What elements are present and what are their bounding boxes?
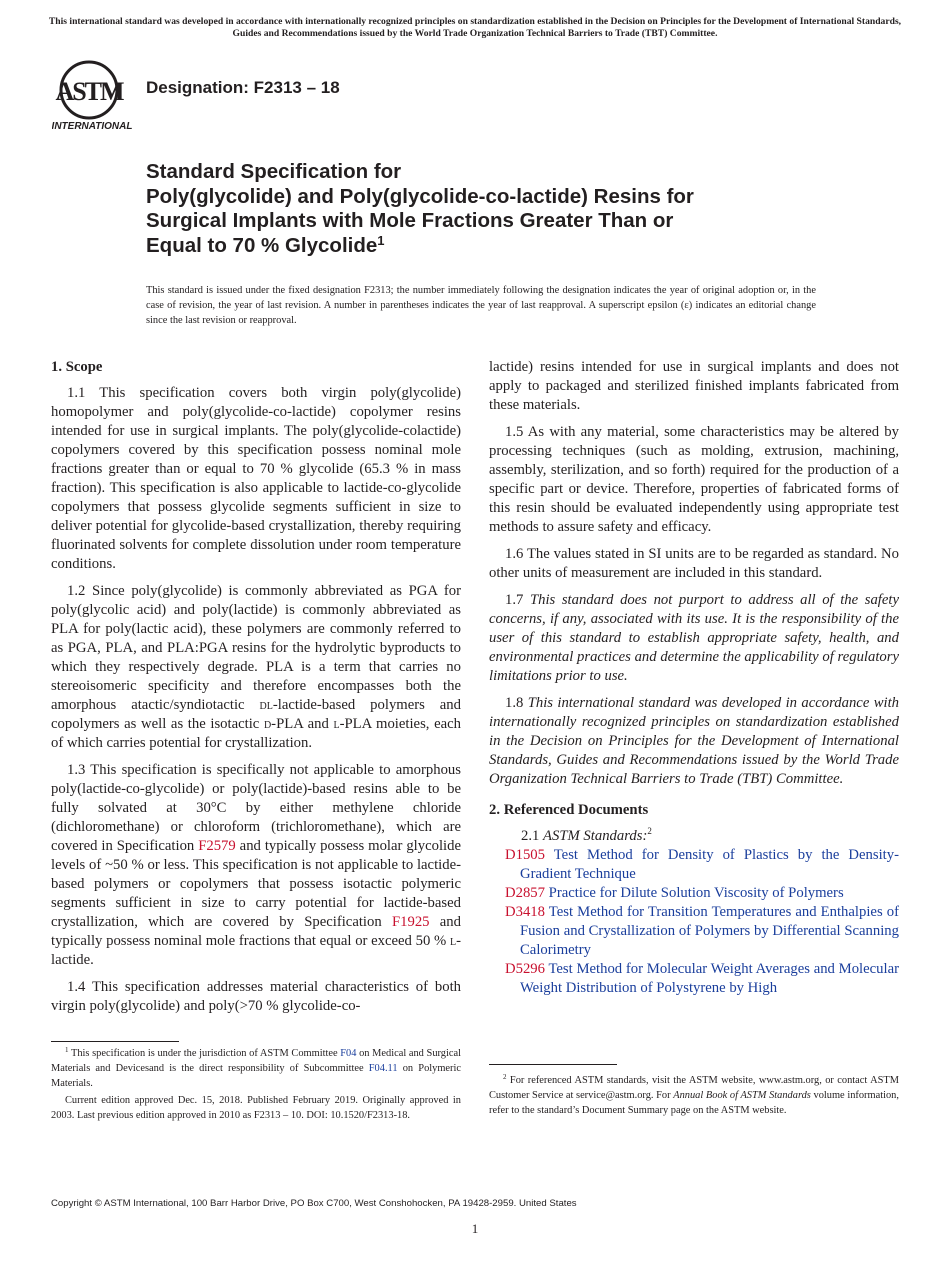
link-f04-11[interactable]: F04.11 <box>368 1063 398 1075</box>
ref-item[interactable]: D3418 Test Method for Transition Temperatures and Enthalpies of Fusion and Crystallization of Polymers by Differential Scanning Calorimetry <box>505 904 899 958</box>
para-1-5: 1.5 As with any material, some characteristics may be altered by processing techniques (such as molding, extrusion, machining, assembly, sterilization, and so forth) required for the production of a specific part or device. Therefore, properties of fabricated forms of this resin should be evaluated independently using appropriate test methods to assure safety and efficacy. <box>489 424 899 535</box>
para-1-3: 1.3 This specification is specifically not applicable to amorphous poly(lactide-co-glycolide) or poly(lactide)-based resins able to be fully solvated at 30°C by either methylene chloride (dichloromethane) or chloroform (trichloromethane), which are covered in Specification F2579 and typically possess molar glycolide levels of ~50 % or less. This specification is not applicable to lactide-based polymers or copolymers that possess isotactic polymeric segments sufficient in size to carry potential for lactide-based crystallization, which are covered by Specification F1925 and typically possess nominal mole fractions that equal or exceed 50 % l-lactide. <box>51 762 461 968</box>
para-1-4-cont: lactide) resins intended for use in surgical implants and does not apply to packaged and sterilized finished implants fabricated from these materials. <box>489 359 899 413</box>
section-1-heading: 1. Scope <box>51 359 103 375</box>
notice-banner: This international standard was developed in accordance with internationally recognized principles on standardization established in the Decision on Principles for the Development of International Standards, Guides and Recommendations issued by the World Trade Organization Technical Barriers to Trade (TBT) Committee. <box>48 16 902 39</box>
ref-item[interactable]: D1505 Test Method for Density of Plastics by the Density-Gradient Technique <box>505 847 899 882</box>
right-column <box>489 358 899 998</box>
para-1-8: 1.8 This international standard was developed in accordance with internationally recognized principles on standardization established in the Decision on Principles for the Development of International Standards, Guides and Recommendations issued by the World Trade Organization Technical Barriers to Trade (TBT) Committee. <box>489 695 899 787</box>
title-line-3: Surgical Implants with Mole Fractions Greater Than or <box>146 209 674 232</box>
footnotes-left: $^1$ This specification is under the jurisdiction of ASTM Committee F04 on Medical and Surgical Materials and Devicesand is the direct responsibility of Subcommittee F04.11 on Polymeric Materials. Current edition approved Dec. 15, 2018. Published February 2019. Originally approved in 2003. Last previous edition approved in 2010 as F2313 – 10. DOI: 10.1520/F2313-18. <box>51 1046 461 1124</box>
page-number: 1 <box>471 1221 479 1236</box>
para-1-1: 1.1 This specification covers both virgin poly(glycolide) homopolymer and poly(glycolide-co-lactide) copolymer resins intended for use in surgical implants. The poly(glycolide-colactide) copolymers covered by this specification possess nominal mole fractions greater than or equal to 70 % glycolide (65.3 % in mass fraction). This specification is also applicable to lactide-co-glycolide copolymers that possess glycolide segments sufficient in size to deliver potential for glycolide-based crystallization, thereby requiring fluorinated solvents for complete dissolution under room temperature conditions. <box>51 385 461 572</box>
title-line-1: Standard Specification for <box>146 160 402 183</box>
designation: Designation: F2313 – 18 <box>146 78 340 97</box>
footnotes-right: $^2$ For referenced ASTM standards, visit the ASTM website, www.astm.org, or contact ASTM Customer Service at service@astm.org. For Annual Book of ASTM Standards volume information, refer to the standard’s Document Summary page on the ASTM website. <box>489 1073 899 1117</box>
logo-letters: ASTM <box>55 77 123 106</box>
ref-item[interactable]: D2857 Practice for Dilute Solution Viscosity of Polymers <box>505 885 844 901</box>
issued-note: This standard is issued under the fixed designation F2313; the number immediately following the designation indicates the year of original adoption or, in the case of revision, the year of last revision. A number in parentheses indicates the year of last reapproval. A superscript epsilon (ε) indicates an editorial change since the last revision or reapproval. <box>146 285 816 327</box>
ref-item[interactable]: D5296 Test Method for Molecular Weight Averages and Molecular Weight Distribution of Polystyrene by High <box>505 961 899 996</box>
footnote-rule-right <box>489 1064 617 1065</box>
title-line-2: Poly(glycolide) and Poly(glycolide-co-lactide) Resins for <box>146 184 694 208</box>
edition-note: Current edition approved Dec. 15, 2018. Published February 2019. Originally approved in 2003. Last previous edition approved in 2010 as F2313 – 10. DOI: 10.1520/F2313-18. <box>51 1094 461 1121</box>
logo-word: INTERNATIONAL <box>52 121 133 132</box>
document-title <box>146 160 846 258</box>
para-1-6: 1.6 The values stated in SI units are to be regarded as standard. No other units of measurement are included in this standard. <box>489 546 899 581</box>
para-1-4: 1.4 This specification addresses material characteristics of both virgin poly(glycolide) and poly(>70 % glycolide-co- <box>51 979 461 1014</box>
title-footnote-mark: 1 <box>377 232 385 248</box>
link-f04[interactable]: F04 <box>340 1048 357 1059</box>
astm-standards-lead: 2.1 ASTM Standards:$^2$ <box>521 826 652 844</box>
link-f1925[interactable]: F1925 <box>391 914 430 930</box>
footnote-rule-left <box>51 1041 179 1042</box>
para-1-7: 1.7 This standard does not purport to address all of the safety concerns, if any, associated with its use. It is the responsibility of the user of this standard to establish appropriate safety, health, and environmental practices and determine the applicability of regulatory limitations prior to use. <box>489 592 899 684</box>
para-1-2: 1.2 Since poly(glycolide) is commonly abbreviated as PGA for poly(glycolic acid) and poly(lactide) is commonly abbreviated as PLA for poly(lactic acid), these polymers are commonly referred to as PGA, PLA, and PLA:PGA resins for the hydrolytic byproducts to which they respectively degrade. PLA is a term that carries no stereoisomeric specificity and therefore encompasses both the amorphous atactic/syndiotactic dl-lactide-based polymers and copolymers as well as the isotactic d-PLA and l-PLA moieties, each of which carries potential for crystallization. <box>51 583 461 751</box>
title-line-4: Equal to 70 % Glycolide <box>146 233 378 257</box>
astm-logo <box>52 58 136 132</box>
copyright: Copyright © ASTM International, 100 Barr Harbor Drive, PO Box C700, West Conshohocken, PA 19428-2959. United States <box>51 1198 577 1209</box>
section-2-heading: 2. Referenced Documents <box>489 802 649 818</box>
referenced-documents <box>489 827 899 998</box>
link-f2579[interactable]: F2579 <box>198 838 236 854</box>
left-column <box>51 358 461 1024</box>
